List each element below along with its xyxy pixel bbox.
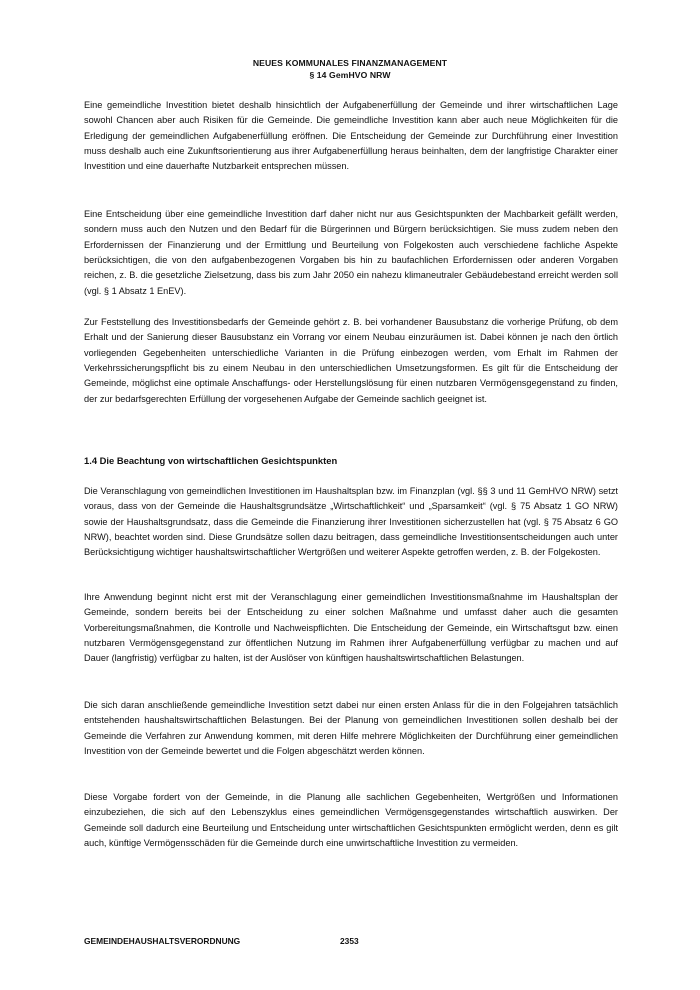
paragraph-5: Ihre Anwendung beginnt nicht erst mit der Veranschlagung einer gemeindlichen Investitionsmaßnahme im Haushaltsplan der Gemeinde, sondern bereits bei der Entscheidung zu einer solchen Maßnahme und umfasst daher auch die gesamten Vorbereitungsmaßnahmen, die Kontrolle und Nachweispflichten. Die Entscheidung der Gemeinde, ein Wirtschaftsgut bzw. einen nutzbaren Vermögensgegenstand zur öffentlichen Nutzung im Rahmen ihrer Aufgabenerfüllung verfügbar zu machen und auf Dauer (langfristig) verfügbar zu halten, ist der Auslöser von künftigen haushaltswirtschaftlichen Belastungen.	[84, 592, 618, 664]
paragraph-1: Eine gemeindliche Investition bietet deshalb hinsichtlich der Aufgabenerfüllung der Gemeinde und ihrer wirtschaftlichen Lage sowohl Chancen aber auch Risiken für die Gemeinde. Die gemeindliche Investition kann aber auch neue Möglichkeiten für die Erledigung der gemeindlichen Aufgabenerfüllung eröffnen. Die Entscheidung der Gemeinde zur Durchführung einer Investition muss deshalb auch eine Zukunftsorientierung aus ihrer Aufgabenerfüllung heraus beinhalten, dem der langfristige Charakter einer Investition und eine dauerhafte Nutzbarkeit entsprechen müssen.	[84, 100, 618, 172]
page-number: 2353	[340, 936, 359, 946]
paragraph-6: Die sich daran anschließende gemeindliche Investition setzt dabei nur einen ersten Anlass für die in den Folgejahren tatsächlich entstehenden haushaltswirtschaftlichen Belastungen. Bei der Planung von gemeindlichen Investitionen sollen deshalb bei der Gemeinde die Verfahren zur Anwendung kommen, mit deren Hilfe mehrere Möglichkeiten der Durchführung einer gemeindlichen Investition von der Gemeinde bewertet und die Folgen abgeschätzt werden können.	[84, 700, 618, 757]
paragraph-2: Eine Entscheidung über eine gemeindliche Investition darf daher nicht nur aus Gesichtspunkten der Machbarkeit gefällt werden, sondern muss auch den Nutzen und den Bedarf für die Bürgerinnen und Bürgern berücksichtigen. Sie muss zudem neben den Erfordernissen der Finanzierung und der Ermittlung und Beurteilung von Folgekosten auch verschiedene fachliche Aspekte berücksichtigen, die von den aufgabenbezogenen Vorgaben bis hin zu baufachlichen Erfordernissen oder anderen Vorgaben reichen, z. B. die gesetzliche Zielsetzung, dass bis zum Jahr 2050 ein nahezu klimaneutraler Gebäudebestand erreicht werden soll (vgl. § 1 Absatz 1 EnEV).	[84, 209, 618, 296]
footer-label: GEMEINDEHAUSHALTSVERORDNUNG	[84, 936, 241, 946]
page-header	[0, 57, 700, 81]
header-title: NEUES KOMMUNALES FINANZMANAGEMENT	[252, 58, 448, 68]
section-heading: 1.4 Die Beachtung von wirtschaftlichen Gesichtspunkten	[84, 455, 338, 466]
paragraph-7: Diese Vorgabe fordert von der Gemeinde, in die Planung alle sachlichen Gegebenheiten, Wertgrößen und Informationen einzubeziehen, die sich auf den Lebenszyklus eines gemeindlichen Vermögensgegenstandes wirtschaftlich auswirken. Der Gemeinde soll dadurch eine Beurteilung und Entscheidung unter wirtschaftlichen Gesichtspunkten ermöglicht werden, denn es gilt auch, künftige Vermögensschäden für die Gemeinde durch eine unwirtschaftliche Investition zu vermeiden.	[84, 792, 618, 849]
paragraph-4: Die Veranschlagung von gemeindlichen Investitionen im Haushaltsplan bzw. im Finanzplan (vgl. §§ 3 und 11 GemHVO NRW) setzt voraus, dass von der Gemeinde die Haushaltsgrundsätze „Wirtschaftlichkeit“ und „Sparsamkeit“ (vgl. § 75 Absatz 1 GO NRW) sowie der Haushaltsgrundsatz, dass die Gemeinde die Finanzierung ihrer Investitionen sicherzustellen hat (vgl. § 75 Absatz 6 GO NRW), beachtet worden sind. Diese Grundsätze sollen dazu beitragen, dass gemeindliche Investitionsentscheidungen auch unter Berücksichtigung wichtiger haushaltswirtschaftlicher Wertgrößen und weiterer Aspekte getroffen werden, z. B. der Folgekosten.	[84, 486, 618, 558]
paragraph-3: Zur Feststellung des Investitionsbedarfs der Gemeinde gehört z. B. bei vorhandener Bausubstanz die vorherige Prüfung, ob dem Erhalt und der Sanierung dieser Bausubstanz ein Vorrang vor einem Neubau einzuräumen ist. Dabei können je nach den örtlich vorliegenden Gegebenheiten unterschiedliche Varianten in die Prüfung einbezogen werden, vom Erhalt im Rahmen der Verkehrssicherungspflicht bis zu einem Neubau in den unterschiedlichen Umsetzungsformen. Es gilt für die Entscheidung der Gemeinde, möglichst eine optimale Anschaffungs- oder Herstellungslösung für einen nutzbaren Vermögensgegenstand zu finden, der zur bedarfsgerechten Erfüllung der vorgesehenen Aufgabe der Gemeinde sachlich geeignet ist.	[84, 317, 618, 404]
header-subtitle: § 14 GemHVO NRW	[309, 70, 391, 80]
